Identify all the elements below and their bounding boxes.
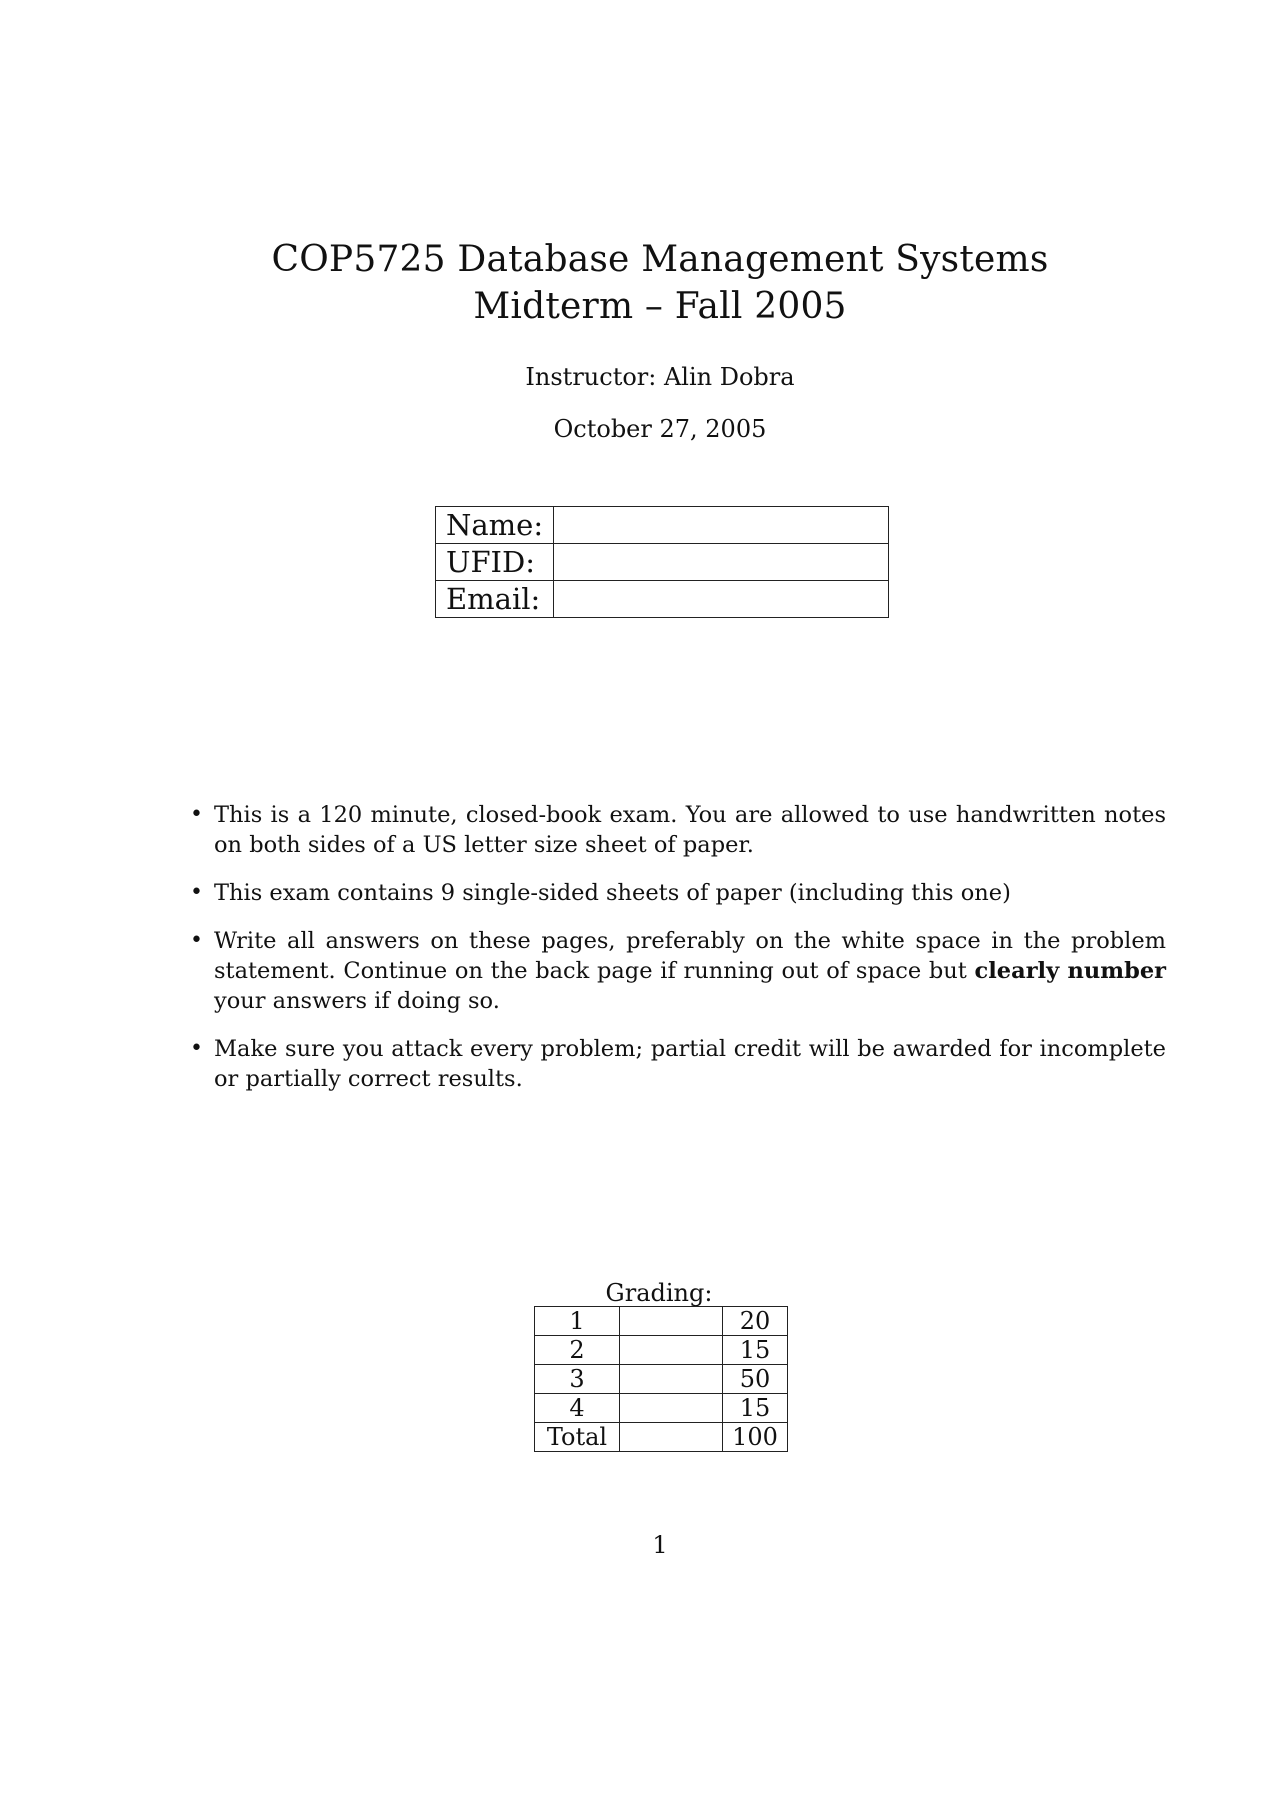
instruction-text: Make sure you attack every problem; partial credit will be awarded for incomplete or partially correct results. bbox=[214, 1036, 1166, 1092]
instruction-item bbox=[190, 800, 1166, 860]
points-cell: 50 bbox=[723, 1365, 788, 1394]
page-number: 1 bbox=[652, 1531, 668, 1559]
points-cell: 100 bbox=[723, 1423, 788, 1452]
instructor-line: Instructor: Alin Dobra bbox=[525, 363, 795, 391]
total-label: Total bbox=[535, 1423, 620, 1452]
instruction-emphasis: clearly number bbox=[974, 958, 1166, 984]
instruction-item bbox=[190, 1034, 1166, 1094]
instruction-text-before: Write all answers on these pages, preferably on the white space in the problem statement. Continue on the back page if running out of space but bbox=[214, 928, 1166, 984]
name-label: Name: bbox=[436, 507, 554, 544]
student-info-table bbox=[435, 506, 889, 618]
grading-row-total bbox=[535, 1423, 788, 1452]
exam-title: Midterm – Fall 2005 bbox=[473, 286, 847, 327]
grading-row bbox=[535, 1394, 788, 1423]
ufid-label: UFID: bbox=[436, 544, 554, 581]
score-cell bbox=[620, 1307, 723, 1336]
bullet-icon: • bbox=[190, 928, 203, 953]
student-info-row-email bbox=[436, 581, 889, 618]
instruction-text-after: your answers if doing so. bbox=[214, 988, 500, 1014]
grading-caption: Grading: bbox=[605, 1279, 713, 1307]
ufid-field[interactable] bbox=[554, 544, 889, 581]
grading-table bbox=[534, 1306, 788, 1452]
points-cell: 20 bbox=[723, 1307, 788, 1336]
email-label: Email: bbox=[436, 581, 554, 618]
problem-number: 1 bbox=[535, 1307, 620, 1336]
grading-row bbox=[535, 1365, 788, 1394]
student-info-row-name bbox=[436, 507, 889, 544]
grading-row bbox=[535, 1336, 788, 1365]
score-cell bbox=[620, 1336, 723, 1365]
exam-date: October 27, 2005 bbox=[553, 415, 767, 443]
course-title: COP5725 Database Management Systems bbox=[271, 239, 1049, 280]
student-info-row-ufid bbox=[436, 544, 889, 581]
problem-number: 2 bbox=[535, 1336, 620, 1365]
instruction-text: This is a 120 minute, closed-book exam. You are allowed to use handwritten notes on both sides of a US letter size sheet of paper. bbox=[214, 802, 1166, 858]
grading-row bbox=[535, 1307, 788, 1336]
problem-number: 3 bbox=[535, 1365, 620, 1394]
name-field[interactable] bbox=[554, 507, 889, 544]
bullet-icon: • bbox=[190, 802, 203, 827]
instruction-item bbox=[190, 878, 1166, 908]
points-cell: 15 bbox=[723, 1394, 788, 1423]
instruction-text: This exam contains 9 single-sided sheets of paper (including this one) bbox=[214, 880, 1011, 906]
score-cell bbox=[620, 1423, 723, 1452]
instructions-list bbox=[190, 800, 1166, 1112]
bullet-icon: • bbox=[190, 880, 203, 905]
email-field[interactable] bbox=[554, 581, 889, 618]
score-cell bbox=[620, 1365, 723, 1394]
instruction-item bbox=[190, 926, 1166, 1016]
problem-number: 4 bbox=[535, 1394, 620, 1423]
bullet-icon: • bbox=[190, 1036, 203, 1061]
points-cell: 15 bbox=[723, 1336, 788, 1365]
score-cell bbox=[620, 1394, 723, 1423]
